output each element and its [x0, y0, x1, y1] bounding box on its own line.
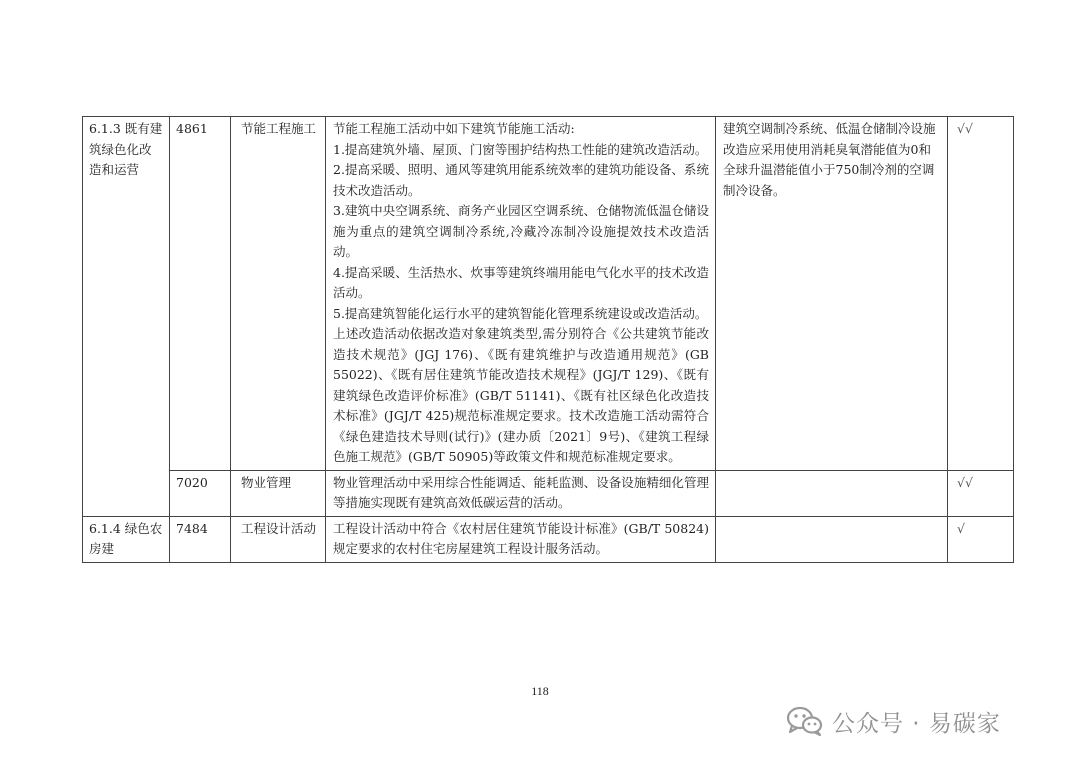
description-cell: [326, 516, 716, 562]
description-paragraph: 2.提高采暖、照明、通风等建筑用能系统效率的建筑功能设备、系统技术改造活动。: [333, 162, 709, 198]
description-paragraph: 1.提高建筑外墙、屋顶、门窗等围护结构热工性能的建筑改造活动。: [333, 141, 708, 157]
industry-name-cell: 物业管理: [231, 470, 326, 516]
category-cell: 6.1.3 既有建筑绿色化改造和运营: [83, 117, 170, 517]
description-paragraph: 3.建筑中央空调系统、商务产业园区空调系统、仓储物流低温仓储设施为重点的建筑空调制冷系统,冷藏冷冻制冷设施提效技术改造活动。: [333, 203, 709, 259]
mark-cell: √: [948, 516, 1014, 562]
watermark: [786, 703, 1001, 739]
mark-cell: √√: [948, 117, 1014, 471]
description-paragraph: 5.提高建筑智能化运行水平的建筑智能化管理系统建设或改造活动。: [333, 305, 708, 321]
requirement-cell: [716, 470, 948, 516]
description-paragraph: 工程设计活动中符合《农村居住建筑节能设计标准》(GB/T 50824)规定要求的农村住宅房屋建筑工程设计服务活动。: [333, 520, 709, 556]
description-paragraph: 物业管理活动中采用综合性能调适、能耗监测、设备设施精细化管理等措施实现既有建筑高效低碳运营的活动。: [333, 474, 709, 510]
table-row: [83, 516, 1014, 562]
table-row: [83, 470, 1014, 516]
wechat-icon: [786, 705, 824, 737]
mark-cell: √√: [948, 470, 1014, 516]
table-row: [83, 117, 1014, 471]
requirement-cell: [716, 516, 948, 562]
description-paragraph: 4.提高采暖、生活热水、炊事等建筑终端用能电气化水平的技术改造活动。: [333, 264, 709, 300]
industry-name-cell: 节能工程施工: [231, 117, 326, 471]
watermark-text: 公众号 · 易碳家: [832, 710, 1001, 737]
category-cell: 6.1.4 绿色农房建: [83, 516, 170, 562]
description-cell: [326, 470, 716, 516]
code-cell: 4861: [170, 117, 231, 471]
requirement-cell: 建筑空调制冷系统、低温仓储制冷设施改造应采用使用消耗臭氧潜能值为0和全球升温潜能值小于750制冷剂的空调制冷设备。: [716, 117, 948, 471]
description-paragraph: 节能工程施工活动中如下建筑节能施工活动:: [333, 121, 575, 136]
code-cell: 7020: [170, 470, 231, 516]
description-cell: [326, 117, 716, 471]
industry-table: [82, 116, 1014, 563]
code-cell: 7484: [170, 516, 231, 562]
industry-name-cell: 工程设计活动: [231, 516, 326, 562]
description-paragraph: 上述改造活动依据改造对象建筑类型,需分别符合《公共建筑节能改造技术规范》(JGJ 176)、《既有建筑维护与改造通用规范》(GB 55022)、《既有居住建筑节能改造技术规程》(JGJ/T 129)、《既有建筑绿色改造评价标准》(GB/T 51141)、《既有社区绿色化改造技术标准》(JGJ/T 425)规范标准规定要求。技术改造施工活动需符合《绿色建造技术导则(试行)》(建办质〔2021〕9号)、《建筑工程绿色施工规范》(GB/T 50905)等政策文件和规范标准规定要求。: [333, 326, 709, 464]
page-number: 118: [531, 684, 549, 698]
